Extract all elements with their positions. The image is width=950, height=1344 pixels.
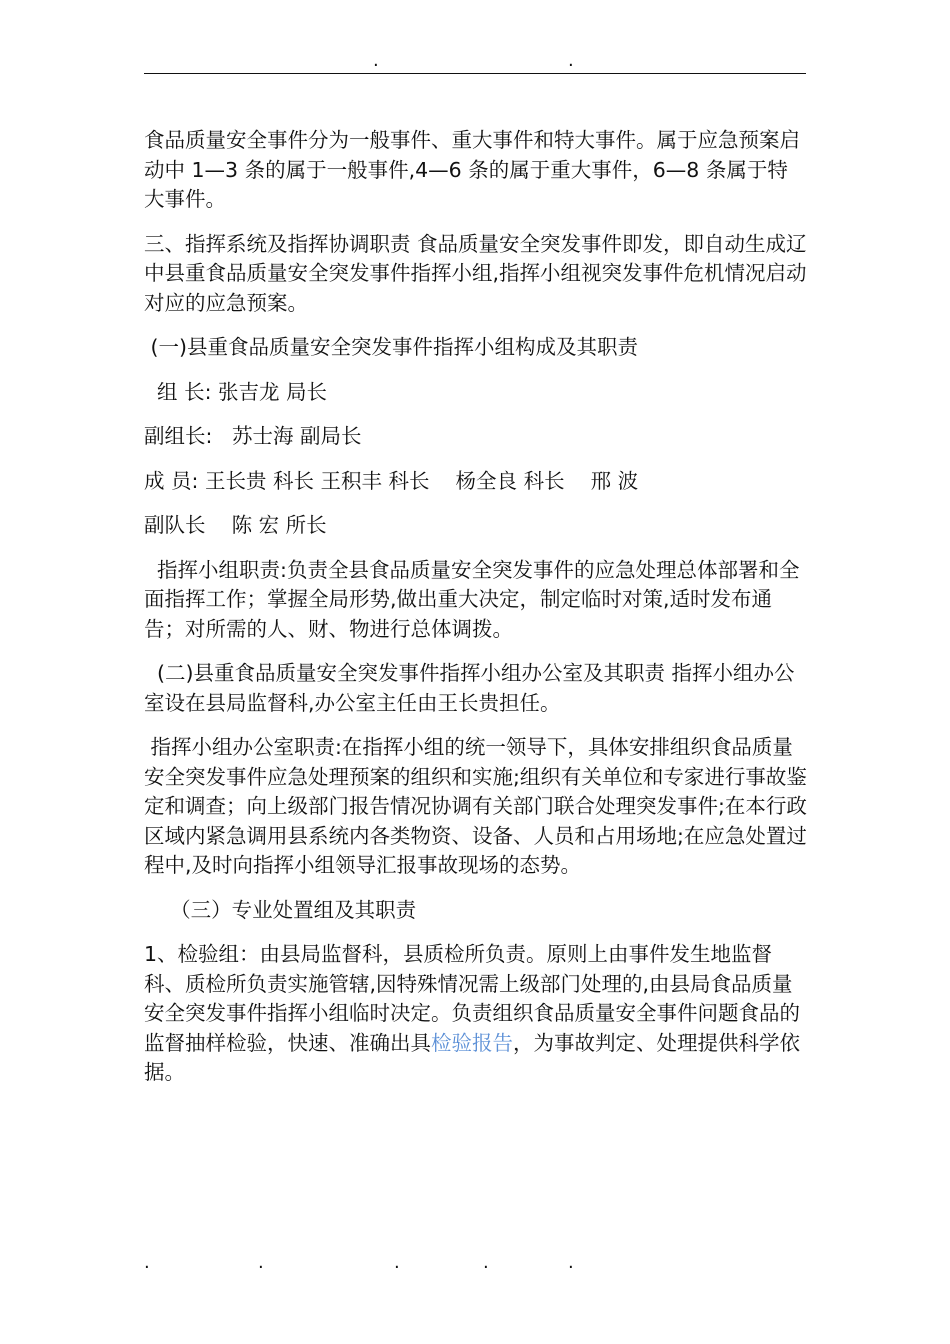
footer-dot-3: . (394, 1252, 400, 1273)
header-dot-left: . (373, 50, 379, 71)
inspection-text-tail: ，为事故判定、处理提供科学依据。 (144, 1030, 800, 1084)
footer-dot-2: . (258, 1252, 264, 1273)
footer-dot-5: . (568, 1252, 574, 1273)
deputy-leader-line: 副组长: 苏士海 副局长 (144, 424, 362, 448)
inspection-text: 1、检验组：由县局监督科，县质检所负责。原则上由事件发生地监督科、质检所负责实施管辖,因特殊情况需上级部门处理的,由县局食品质量安全突发事件指挥小组临时决定。负责组织食品质量安全事件问题食品的监督抽样检验，快速、准确出具 (144, 942, 800, 1055)
paragraph-inspection-group (144, 940, 808, 1088)
paragraph-command-system: 三、指挥系统及指挥协调职责 食品质量安全突发事件即发，即自动生成辽中县重食品质量安全突发事件指挥小组,指挥小组视突发事件危机情况启动对应的应急预案。 (144, 231, 807, 315)
paragraph-group-duties: 指挥小组职责:负责全县食品质量安全突发事件的应急处理总体部署和全面指挥工作；掌握全局形势,做出重大决定，制定临时对策,适时发布通告；对所需的人、财、物进行总体调拨。 (144, 557, 800, 641)
header-rule (144, 73, 806, 74)
paragraph-event-classification: 食品质量安全事件分为一般事件、重大事件和特大事件。属于应急预案启动中 1—3 条的属于一般事件,4—6 条的属于重大事件，6—8 条属于特大事件。 (144, 128, 800, 211)
document-body (144, 126, 808, 1103)
heading-command-group: (一)县重食品质量安全突发事件指挥小组构成及其职责 (144, 335, 639, 359)
inspection-report-link[interactable]: 检验报告 (431, 1030, 513, 1055)
header-dot-right: . (568, 50, 574, 71)
heading-group-office: (二)县重食品质量安全突发事件指挥小组办公室及其职责 指挥小组办公室设在县局监督科,办公室主任由王长贵担任。 (144, 661, 795, 715)
footer-dot-4: . (483, 1252, 489, 1273)
heading-professional-groups: （三）专业处置组及其职责 (144, 897, 417, 922)
footer-dot-1: . (144, 1252, 150, 1273)
group-leader-line: 组 长: 张吉龙 局长 (144, 379, 328, 404)
members-line: 成 员: 王长贵 科长 王积丰 科长 杨全良 科长 邢 波 (144, 468, 639, 493)
paragraph-office-duties: 指挥小组办公室职责:在指挥小组的统一领导下，具体安排组织食品质量安全突发事件应急处理预案的组织和实施;组织有关单位和专家进行事故鉴定和调查；向上级部门报告情况协调有关部门联合处理突发事件;在本行政区域内紧急调用县系统内各类物资、设备、人员和占用场地;在应急处置过程中,及时向指挥小组领导汇报事故现场的态势。 (144, 735, 807, 877)
deputy-captain-line: 副队长 陈 宏 所长 (144, 513, 327, 537)
